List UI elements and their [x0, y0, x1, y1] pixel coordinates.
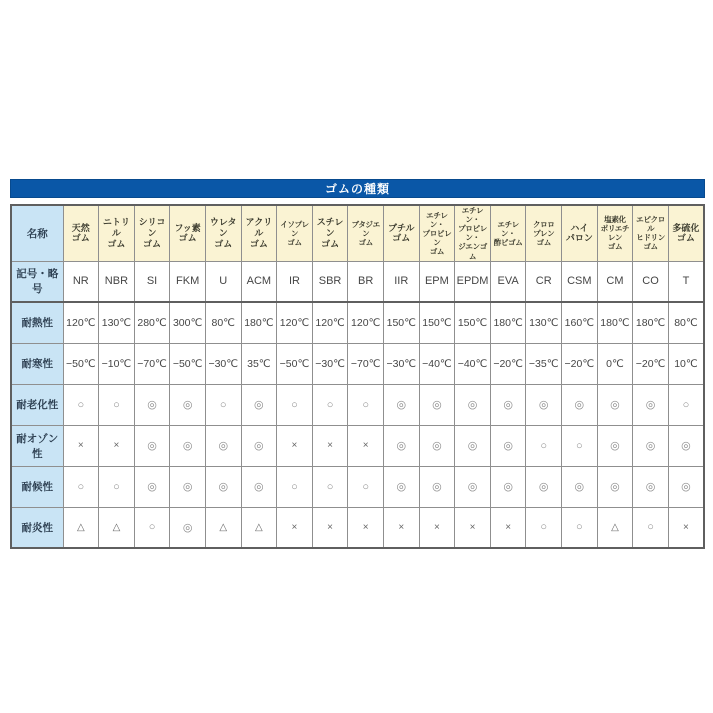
- cell-aging-NR: ○: [63, 384, 99, 425]
- cell-cold-EPM: −40℃: [419, 343, 455, 384]
- cell-aging-BR: ○: [348, 384, 384, 425]
- column-header-SBR: スチレン ゴム: [312, 205, 348, 261]
- cell-heat-CO: 180℃: [633, 302, 669, 343]
- column-header-IIR: ブチル ゴム: [383, 205, 419, 261]
- cell-heat-EPM: 150℃: [419, 302, 455, 343]
- cell-cold-CSM: −20℃: [562, 343, 598, 384]
- cell-flame-IR: ×: [277, 507, 313, 548]
- row-header-cold: 耐寒性: [11, 343, 63, 384]
- cell-weather-CSM: ◎: [562, 466, 598, 507]
- cell-weather-EVA: ◎: [490, 466, 526, 507]
- cell-aging-FKM: ◎: [170, 384, 206, 425]
- column-header-U: ウレタン ゴム: [205, 205, 241, 261]
- cell-heat-T: 80℃: [668, 302, 704, 343]
- cell-cold-EPDM: −40℃: [455, 343, 491, 384]
- cell-code-FKM: FKM: [170, 261, 206, 302]
- cell-ozone-IIR: ◎: [383, 425, 419, 466]
- row-header-flame: 耐炎性: [11, 507, 63, 548]
- cell-cold-FKM: −50℃: [170, 343, 206, 384]
- cell-ozone-CO: ◎: [633, 425, 669, 466]
- row-header-name: 名称: [11, 205, 63, 261]
- cell-code-CR: CR: [526, 261, 562, 302]
- cell-cold-T: 10℃: [668, 343, 704, 384]
- cell-weather-EPM: ◎: [419, 466, 455, 507]
- row-header-heat: 耐熱性: [11, 302, 63, 343]
- cell-flame-EPM: ×: [419, 507, 455, 548]
- cell-heat-NR: 120℃: [63, 302, 99, 343]
- cell-heat-IR: 120℃: [277, 302, 313, 343]
- cell-aging-CO: ◎: [633, 384, 669, 425]
- cell-cold-ACM: 35℃: [241, 343, 277, 384]
- cell-aging-CM: ◎: [597, 384, 633, 425]
- column-header-SI: シリコン ゴム: [134, 205, 170, 261]
- cell-ozone-IR: ×: [277, 425, 313, 466]
- table-row-cold: [11, 343, 704, 384]
- cell-code-EVA: EVA: [490, 261, 526, 302]
- cell-flame-BR: ×: [348, 507, 384, 548]
- column-header-T: 多硫化 ゴム: [668, 205, 704, 261]
- column-header-EPDM: エチレン・ プロピレン・ ジエンゴム: [455, 205, 491, 261]
- cell-aging-CSM: ◎: [562, 384, 598, 425]
- cell-ozone-EVA: ◎: [490, 425, 526, 466]
- cell-code-NBR: NBR: [99, 261, 135, 302]
- column-header-CR: クロロ プレン ゴム: [526, 205, 562, 261]
- table-row-heat: [11, 302, 704, 343]
- cell-code-EPDM: EPDM: [455, 261, 491, 302]
- cell-flame-EPDM: ×: [455, 507, 491, 548]
- cell-aging-ACM: ◎: [241, 384, 277, 425]
- cell-code-IR: IR: [277, 261, 313, 302]
- cell-code-U: U: [205, 261, 241, 302]
- cell-flame-CSM: ○: [562, 507, 598, 548]
- cell-flame-EVA: ×: [490, 507, 526, 548]
- cell-cold-NR: −50℃: [63, 343, 99, 384]
- cell-ozone-U: ◎: [205, 425, 241, 466]
- cell-weather-BR: ○: [348, 466, 384, 507]
- cell-ozone-T: ◎: [668, 425, 704, 466]
- cell-aging-NBR: ○: [99, 384, 135, 425]
- cell-code-T: T: [668, 261, 704, 302]
- rubber-types-panel: [10, 179, 705, 549]
- cell-weather-NR: ○: [63, 466, 99, 507]
- cell-aging-EPM: ◎: [419, 384, 455, 425]
- cell-heat-ACM: 180℃: [241, 302, 277, 343]
- cell-ozone-SBR: ×: [312, 425, 348, 466]
- cell-weather-FKM: ◎: [170, 466, 206, 507]
- cell-weather-SI: ◎: [134, 466, 170, 507]
- cell-flame-U: △: [205, 507, 241, 548]
- cell-cold-NBR: −10℃: [99, 343, 135, 384]
- cell-cold-CM: 0℃: [597, 343, 633, 384]
- cell-ozone-CM: ◎: [597, 425, 633, 466]
- cell-flame-CR: ○: [526, 507, 562, 548]
- column-header-ACM: アクリル ゴム: [241, 205, 277, 261]
- column-header-EVA: エチレン・ 酢ビゴム: [490, 205, 526, 261]
- cell-heat-CM: 180℃: [597, 302, 633, 343]
- cell-flame-CM: △: [597, 507, 633, 548]
- cell-ozone-NR: ×: [63, 425, 99, 466]
- cell-flame-CO: ○: [633, 507, 669, 548]
- cell-weather-NBR: ○: [99, 466, 135, 507]
- cell-aging-EPDM: ◎: [455, 384, 491, 425]
- cell-cold-CO: −20℃: [633, 343, 669, 384]
- cell-heat-EVA: 180℃: [490, 302, 526, 343]
- table-row-name: [11, 205, 704, 261]
- cell-code-EPM: EPM: [419, 261, 455, 302]
- cell-heat-U: 80℃: [205, 302, 241, 343]
- cell-code-IIR: IIR: [383, 261, 419, 302]
- cell-heat-SI: 280℃: [134, 302, 170, 343]
- table-row-code: [11, 261, 704, 302]
- cell-heat-NBR: 130℃: [99, 302, 135, 343]
- cell-cold-SBR: −30℃: [312, 343, 348, 384]
- cell-weather-CR: ◎: [526, 466, 562, 507]
- cell-weather-CO: ◎: [633, 466, 669, 507]
- cell-cold-U: −30℃: [205, 343, 241, 384]
- cell-aging-SBR: ○: [312, 384, 348, 425]
- cell-flame-IIR: ×: [383, 507, 419, 548]
- cell-aging-T: ○: [668, 384, 704, 425]
- cell-ozone-CR: ○: [526, 425, 562, 466]
- cell-weather-EPDM: ◎: [455, 466, 491, 507]
- table-row-ozone: [11, 425, 704, 466]
- cell-cold-BR: −70℃: [348, 343, 384, 384]
- cell-heat-SBR: 120℃: [312, 302, 348, 343]
- cell-ozone-NBR: ×: [99, 425, 135, 466]
- cell-code-CSM: CSM: [562, 261, 598, 302]
- cell-code-NR: NR: [63, 261, 99, 302]
- cell-ozone-FKM: ◎: [170, 425, 206, 466]
- cell-cold-EVA: −20℃: [490, 343, 526, 384]
- table-row-flame: [11, 507, 704, 548]
- cell-cold-SI: −70℃: [134, 343, 170, 384]
- column-header-EPM: エチレン・ プロピレン ゴム: [419, 205, 455, 261]
- column-header-CO: エピクロル ヒドリン ゴム: [633, 205, 669, 261]
- cell-flame-NR: △: [63, 507, 99, 548]
- table-title: ゴムの種類: [324, 182, 390, 196]
- cell-flame-SBR: ×: [312, 507, 348, 548]
- row-header-code: 記号・略号: [11, 261, 63, 302]
- cell-ozone-SI: ◎: [134, 425, 170, 466]
- cell-flame-ACM: △: [241, 507, 277, 548]
- cell-aging-CR: ◎: [526, 384, 562, 425]
- cell-flame-NBR: △: [99, 507, 135, 548]
- cell-cold-IR: −50℃: [277, 343, 313, 384]
- cell-weather-ACM: ◎: [241, 466, 277, 507]
- row-header-aging: 耐老化性: [11, 384, 63, 425]
- cell-weather-U: ◎: [205, 466, 241, 507]
- cell-flame-FKM: ◎: [170, 507, 206, 548]
- cell-code-BR: BR: [348, 261, 384, 302]
- rubber-table-body: [11, 205, 704, 548]
- cell-weather-T: ◎: [668, 466, 704, 507]
- cell-cold-CR: −35℃: [526, 343, 562, 384]
- cell-weather-IR: ○: [277, 466, 313, 507]
- cell-heat-EPDM: 150℃: [455, 302, 491, 343]
- cell-heat-BR: 120℃: [348, 302, 384, 343]
- cell-aging-IR: ○: [277, 384, 313, 425]
- column-header-CM: 塩素化 ポリエチレン ゴム: [597, 205, 633, 261]
- cell-ozone-BR: ×: [348, 425, 384, 466]
- row-header-weather: 耐候性: [11, 466, 63, 507]
- cell-cold-IIR: −30℃: [383, 343, 419, 384]
- cell-heat-CR: 130℃: [526, 302, 562, 343]
- column-header-NR: 天然 ゴム: [63, 205, 99, 261]
- cell-aging-U: ○: [205, 384, 241, 425]
- cell-code-SBR: SBR: [312, 261, 348, 302]
- cell-weather-IIR: ◎: [383, 466, 419, 507]
- column-header-IR: イソプレン ゴム: [277, 205, 313, 261]
- cell-ozone-EPDM: ◎: [455, 425, 491, 466]
- cell-heat-IIR: 150℃: [383, 302, 419, 343]
- cell-aging-EVA: ◎: [490, 384, 526, 425]
- cell-code-ACM: ACM: [241, 261, 277, 302]
- cell-code-CO: CO: [633, 261, 669, 302]
- cell-aging-SI: ◎: [134, 384, 170, 425]
- table-title-bar: [10, 179, 705, 198]
- table-row-aging: [11, 384, 704, 425]
- cell-weather-CM: ◎: [597, 466, 633, 507]
- column-header-BR: ブタジエン ゴム: [348, 205, 384, 261]
- cell-heat-FKM: 300℃: [170, 302, 206, 343]
- cell-flame-T: ×: [668, 507, 704, 548]
- cell-weather-SBR: ○: [312, 466, 348, 507]
- cell-ozone-CSM: ○: [562, 425, 598, 466]
- cell-ozone-ACM: ◎: [241, 425, 277, 466]
- column-header-NBR: ニトリル ゴム: [99, 205, 135, 261]
- cell-aging-IIR: ◎: [383, 384, 419, 425]
- column-header-FKM: フッ素 ゴム: [170, 205, 206, 261]
- cell-ozone-EPM: ◎: [419, 425, 455, 466]
- cell-code-CM: CM: [597, 261, 633, 302]
- column-header-CSM: ハイ パロン: [562, 205, 598, 261]
- rubber-properties-table: [10, 204, 705, 549]
- row-header-ozone: 耐オゾン性: [11, 425, 63, 466]
- cell-flame-SI: ○: [134, 507, 170, 548]
- table-row-weather: [11, 466, 704, 507]
- cell-heat-CSM: 160℃: [562, 302, 598, 343]
- cell-code-SI: SI: [134, 261, 170, 302]
